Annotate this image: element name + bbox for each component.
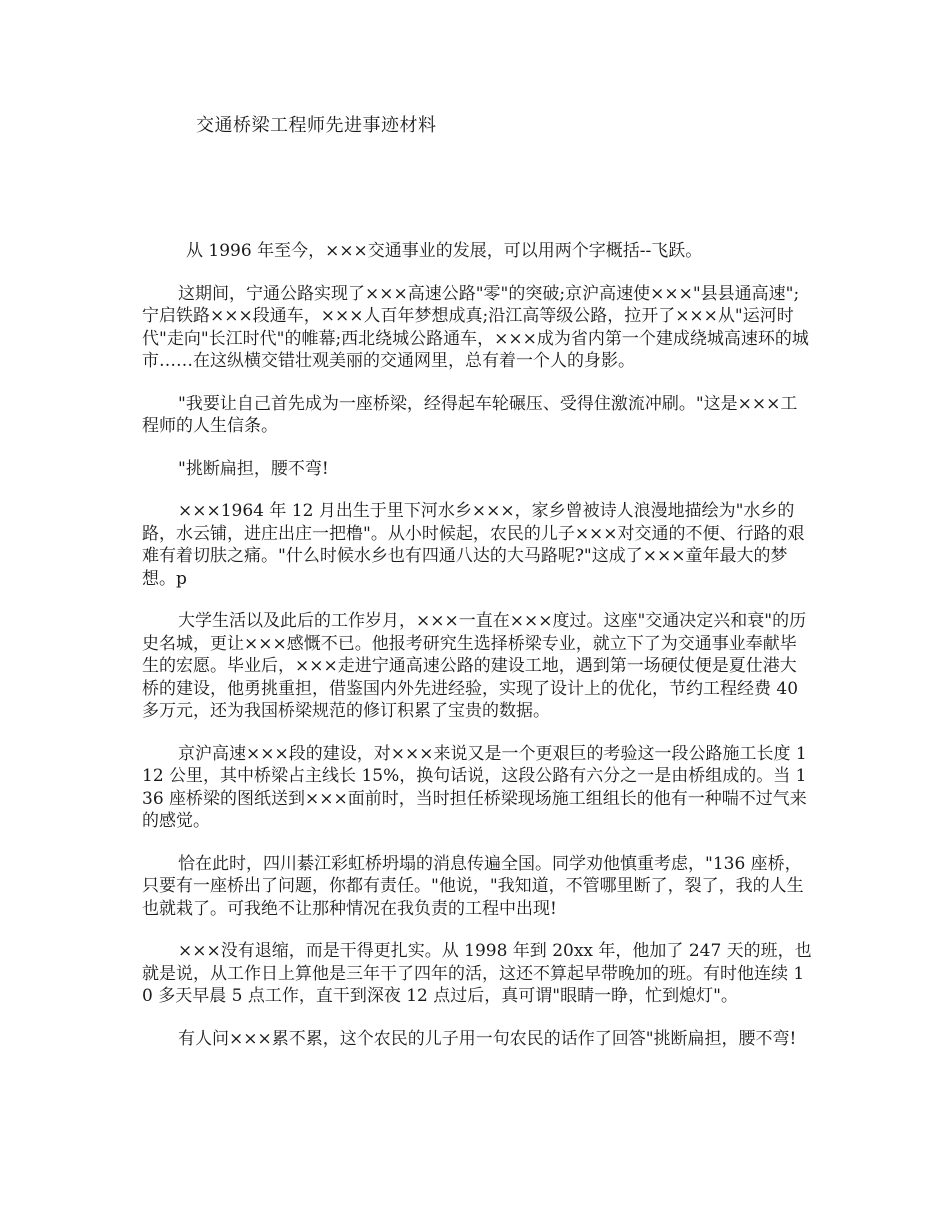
paragraph: ×××没有退缩，而是干得更扎实。从 1998 年到 20xx 年，他加了 247 天的班，也就是说，从工作日上算他是三年干了四年的活，这还不算起早带晚加的班。有时他连续 10 多天早晨 5 点工作，直干到深夜 12 点过后，真可谓"眼睛一睁，忙到熄灯"。	[142, 941, 812, 1006]
paragraph: 京沪高速×××段的建设，对×××来说又是一个更艰巨的考验这一段公路施工长度 112 公里，其中桥梁占主线长 15%，换句话说，这段公路有六分之一是由桥组成的。当 136 座桥梁的图纸送到×××面前时，当时担任桥梁现场施工组组长的他有一种喘不过气来的感觉。	[142, 743, 807, 831]
paragraph: "挑断扁担，腰不弯!	[178, 458, 329, 479]
paragraph: 有人问×××累不累，这个农民的儿子用一句农民的话作了回答"挑断扁担，腰不弯!	[178, 1028, 797, 1049]
paragraph: 这期间，宁通公路实现了×××高速公路"零"的突破;京沪高速使×××"县县通高速";宁启铁路×××段通车，×××人百年梦想成真;沿江高等级公路，拉开了×××从"运河时代"走向"长江时代"的帷幕;西北绕城公路通车，×××成为省内第一个建成绕城高速环的城市……在这纵横交错壮观美丽的交通网里，总有着一个人的身影。	[142, 283, 809, 371]
document-title: 交通桥梁工程师先进事迹材料	[196, 115, 437, 136]
paragraph: 大学生活以及此后的工作岁月，×××一直在×××度过。这座"交通决定兴和衰"的历史名城，更让×××感慨不已。他报考研究生选择桥梁专业，就立下了为交通事业奉献毕生的宏愿。毕业后，×××走进宁通高速公路的建设工地，遇到第一场硬仗便是夏仕港大桥的建设，他勇挑重担，借鉴国内外先进经验，实现了设计上的优化，节约工程经费 40 多万元，还为我国桥梁规范的修订积累了宝贵的数据。	[142, 611, 807, 721]
paragraph: 恰在此时，四川綦江彩虹桥坍塌的消息传遍全国。同学劝他慎重考虑，"136 座桥，只要有一座桥出了问题，你都有责任。"他说，"我知道，不管哪里断了，裂了，我的人生也就栽了。可我绝不让那种情况在我负责的工程中出现!	[142, 853, 804, 919]
document-body	[142, 240, 812, 1070]
paragraph: 从 1996 年至今，×××交通事业的发展，可以用两个字概括--飞跃。	[186, 241, 703, 261]
paragraph: "我要让自己首先成为一座桥梁，经得起车轮碾压、受得住激流冲刷。"这是×××工程师的人生信条。	[142, 393, 798, 436]
paragraph: ×××1964 年 12 月出生于里下河水乡×××，家乡曾被诗人浪漫地描绘为"水乡的路，水云铺，进庄出庄一把橹"。从小时候起，农民的儿子×××对交通的不便、行路的艰难有着切肤之痛。"什么时候水乡也有四通八达的大马路呢?"这成了×××童年最大的梦想。p	[142, 501, 805, 589]
